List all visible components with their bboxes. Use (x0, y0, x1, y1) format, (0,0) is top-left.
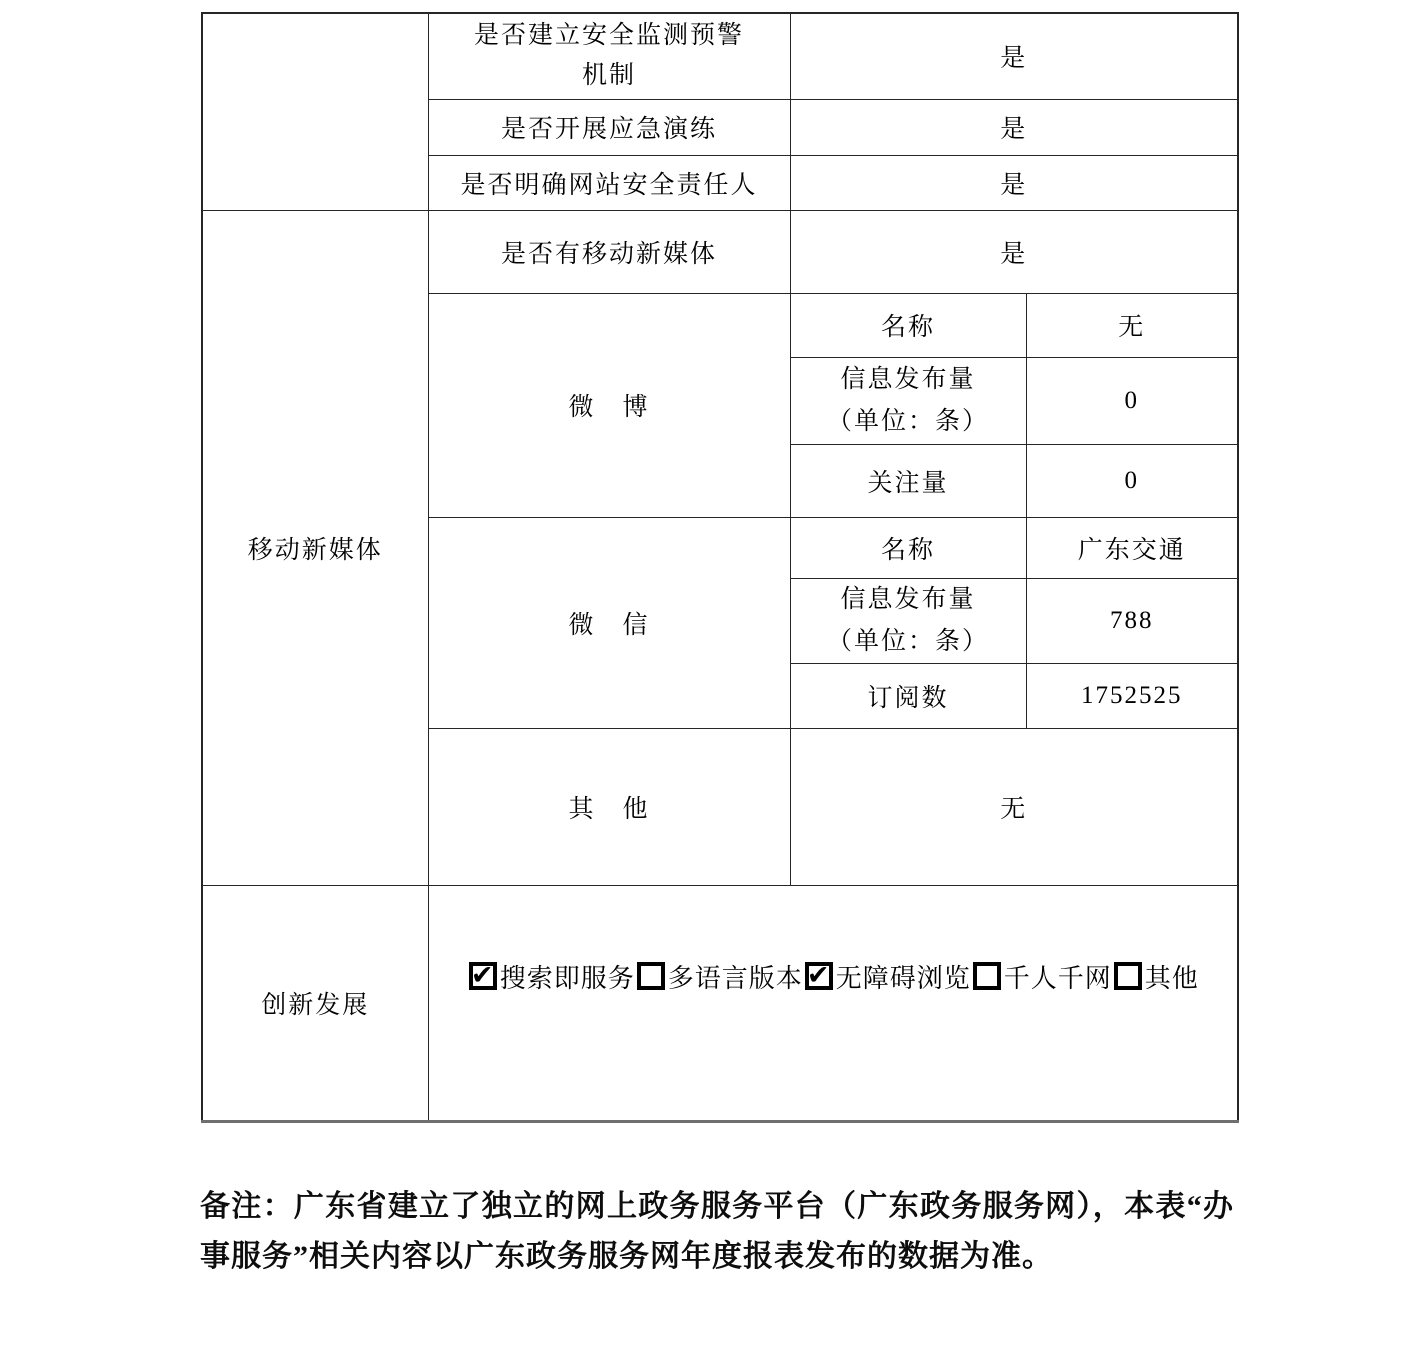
weibo-posts-label (790, 357, 1026, 444)
table-row (202, 13, 1238, 99)
innovation-checkbox-4 (1114, 962, 1142, 990)
label-line: （单位：条） (826, 407, 989, 435)
weibo-name-value: 无 (1026, 293, 1238, 357)
has-mobile-media-label: 是否有移动新媒体 (428, 210, 790, 293)
label-line: 是否建立安全监测预警 (473, 22, 744, 50)
innovation-option-label-3: 千人千网 (1003, 964, 1112, 993)
emergency-drill-label: 是否开展应急演练 (428, 99, 790, 155)
innovation-option-label-4: 其他 (1144, 964, 1199, 993)
table-row (202, 210, 1238, 293)
other-media-value: 无 (790, 728, 1238, 885)
wechat-subscribers-value: 1752525 (1026, 663, 1238, 728)
security-monitor-label (428, 13, 790, 99)
wechat-posts-value: 788 (1026, 578, 1238, 663)
innovation-option-label-2: 无障碍浏览 (835, 964, 971, 993)
innovation-checkbox-1 (637, 962, 665, 990)
weibo-posts-value: 0 (1026, 357, 1238, 444)
label-line: 信息发布量 (840, 365, 976, 393)
other-media-label: 其 他 (428, 728, 790, 885)
weibo-followers-label: 关注量 (790, 444, 1026, 517)
weibo-followers-value: 0 (1026, 444, 1238, 517)
innovation-option-1 (635, 958, 803, 995)
wechat-name-value: 广东交通 (1026, 517, 1238, 578)
has-mobile-media-value: 是 (790, 210, 1238, 293)
label-line: 机制 (581, 62, 636, 90)
innovation-option-4 (1112, 958, 1199, 995)
footnote: 备注：广东省建立了独立的网上政务服务平台（广东政务服务网），本表“办事服务”相关内容以广东政务服务网年度报表发布的数据为准。 (200, 1190, 1234, 1273)
category-cell-empty (202, 13, 428, 210)
security-officer-label: 是否明确网站安全责任人 (428, 155, 790, 210)
wechat-name-label: 名称 (790, 517, 1026, 578)
innovation-option-2 (803, 958, 971, 995)
innovation-option-label-0: 搜索即服务 (499, 964, 635, 993)
innovation-option-0 (467, 958, 635, 995)
annual-report-table (201, 12, 1239, 1123)
innovation-checkbox-3 (973, 962, 1001, 990)
innovation-checkbox-2: ✔ (805, 962, 833, 990)
category-cell-mobile-media: 移动新媒体 (202, 210, 428, 885)
security-monitor-value: 是 (790, 13, 1238, 99)
label-line: 信息发布量 (840, 585, 976, 613)
weibo-name-label: 名称 (790, 293, 1026, 357)
security-officer-value: 是 (790, 155, 1238, 210)
label-line: （单位：条） (826, 627, 989, 655)
innovation-options-cell (428, 885, 1238, 1121)
innovation-option-label-1: 多语言版本 (667, 964, 803, 993)
wechat-subscribers-label: 订阅数 (790, 663, 1026, 728)
emergency-drill-value: 是 (790, 99, 1238, 155)
wechat-group-label: 微 信 (428, 517, 790, 728)
wechat-posts-label (790, 578, 1026, 663)
innovation-option-3 (971, 958, 1112, 995)
category-cell-innovation: 创新发展 (202, 885, 428, 1121)
weibo-group-label: 微 博 (428, 293, 790, 517)
innovation-checkbox-0: ✔ (469, 962, 497, 990)
table-row (202, 885, 1238, 1121)
innovation-options-line (429, 958, 1238, 995)
